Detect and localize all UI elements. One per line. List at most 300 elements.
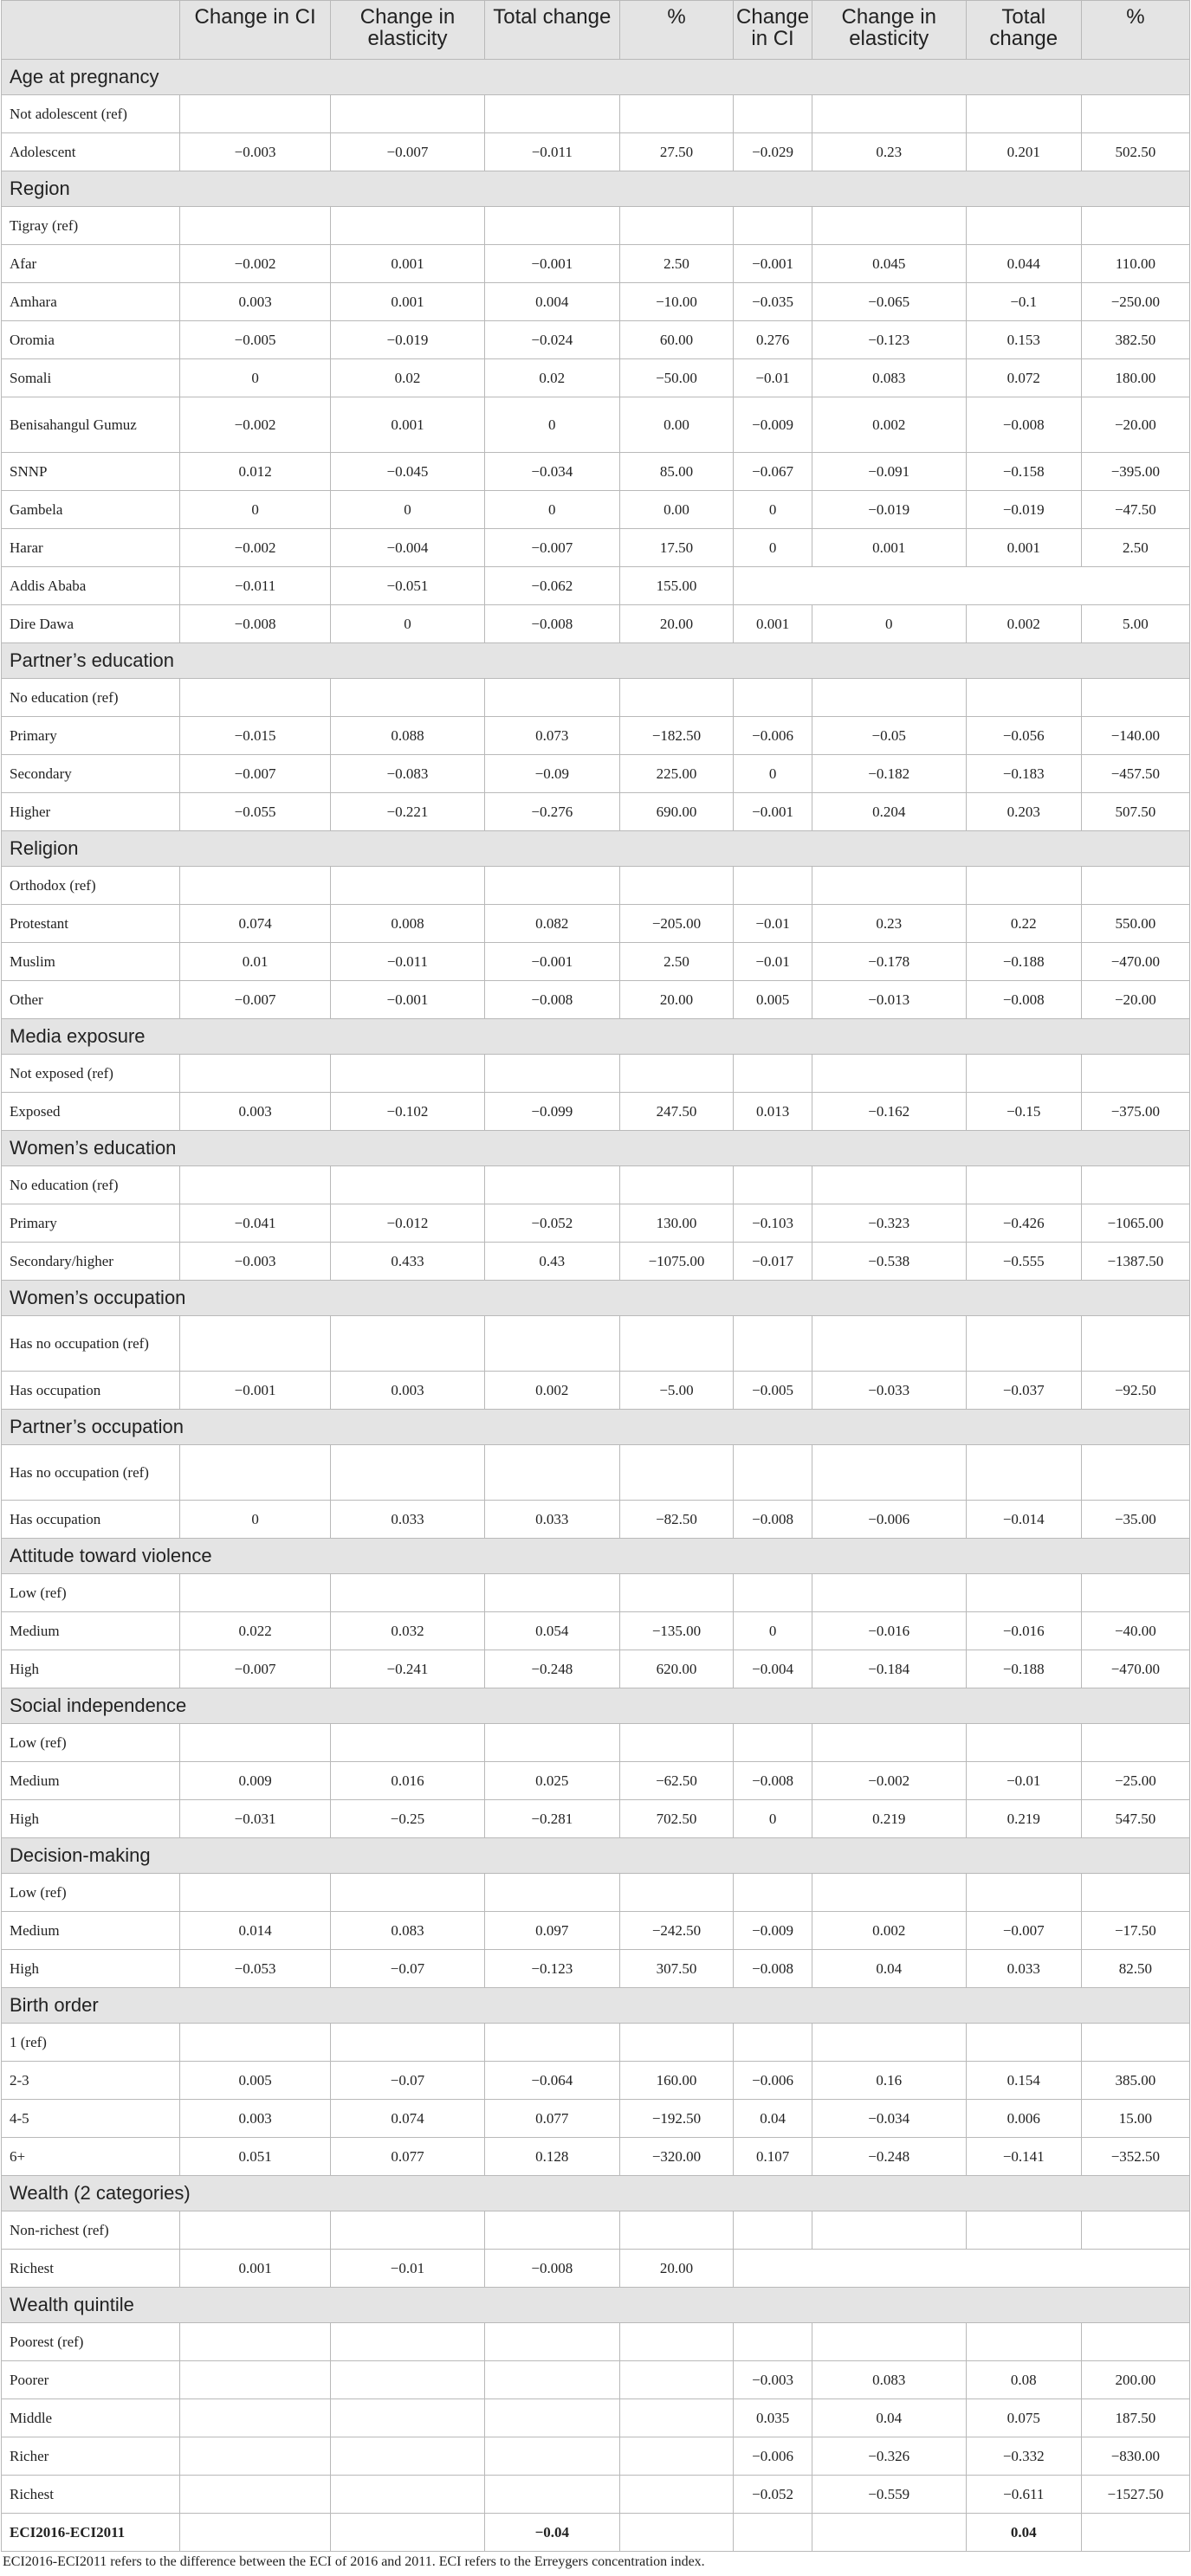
table-cell: −1527.50	[1081, 2476, 1189, 2514]
table-cell	[485, 2361, 620, 2399]
table-cell: −182.50	[619, 717, 734, 755]
table-cell	[619, 679, 734, 717]
table-cell	[966, 1445, 1081, 1501]
table-cell: −0.003	[180, 1243, 331, 1281]
row-label: High	[2, 1800, 180, 1838]
table-row	[2, 2399, 1190, 2437]
table-cell: 0.082	[485, 905, 620, 943]
table-cell: 620.00	[619, 1650, 734, 1688]
table-cell: 0.43	[485, 1243, 620, 1281]
table-cell	[734, 1166, 812, 1204]
table-cell: 0.072	[966, 359, 1081, 397]
section-row	[2, 2288, 1190, 2323]
table-cell: −0.006	[734, 2062, 812, 2100]
table-cell: −0.016	[966, 1612, 1081, 1650]
section-row	[2, 2176, 1190, 2211]
row-label: Adolescent	[2, 133, 180, 171]
table-row	[2, 397, 1190, 453]
row-label: High	[2, 1650, 180, 1688]
table-cell: −0.001	[734, 245, 812, 283]
table-cell: 20.00	[619, 2250, 734, 2288]
table-cell	[180, 1316, 331, 1372]
table-row	[2, 2138, 1190, 2176]
table-cell: 0.128	[485, 2138, 620, 2176]
table-row	[2, 2024, 1190, 2062]
table-row	[2, 2323, 1190, 2361]
table-cell: −0.123	[812, 321, 966, 359]
table-cell	[966, 1574, 1081, 1612]
section-row	[2, 60, 1190, 95]
table-cell	[734, 1316, 812, 1372]
table-cell: −0.01	[966, 1762, 1081, 1800]
table-cell	[485, 1166, 620, 1204]
table-row	[2, 1093, 1190, 1131]
table-cell: −0.538	[812, 1243, 966, 1281]
table-cell: −0.033	[812, 1372, 966, 1410]
table-cell: 507.50	[1081, 793, 1189, 831]
table-cell: −0.004	[330, 529, 484, 567]
table-cell: −0.182	[812, 755, 966, 793]
row-label: Somali	[2, 359, 180, 397]
total-row-label: ECI2016-ECI2011	[2, 2514, 180, 2552]
table-cell: 0.003	[180, 2100, 331, 2138]
table-cell: 0.23	[812, 133, 966, 171]
table-cell	[485, 95, 620, 133]
table-cell: −375.00	[1081, 1093, 1189, 1131]
table-cell: 0.001	[966, 529, 1081, 567]
table-row	[2, 359, 1190, 397]
table-cell: 0.433	[330, 1243, 484, 1281]
row-label: Low (ref)	[2, 1574, 180, 1612]
table-cell: −0.05	[812, 717, 966, 755]
row-label: Addis Ababa	[2, 567, 180, 605]
table-cell	[485, 679, 620, 717]
table-cell	[485, 2211, 620, 2250]
table-cell: −140.00	[1081, 717, 1189, 755]
table-cell	[619, 1055, 734, 1093]
table-cell: 0.203	[966, 793, 1081, 831]
table-cell: −0.007	[180, 1650, 331, 1688]
row-label: Muslim	[2, 943, 180, 981]
table-cell: 0.204	[812, 793, 966, 831]
table-cell: 0.002	[812, 397, 966, 453]
table-cell: −10.00	[619, 283, 734, 321]
table-cell: −0.07	[330, 1950, 484, 1988]
table-cell	[180, 679, 331, 717]
table-row	[2, 2361, 1190, 2399]
table-cell	[485, 2024, 620, 2062]
table-cell: −0.188	[966, 1650, 1081, 1688]
table-cell	[812, 679, 966, 717]
table-row	[2, 529, 1190, 567]
table-cell: −320.00	[619, 2138, 734, 2176]
table-cell: 20.00	[619, 605, 734, 643]
table-row	[2, 679, 1190, 717]
table-cell: −0.09	[485, 755, 620, 793]
row-label: Has occupation	[2, 1501, 180, 1539]
table-cell: 547.50	[1081, 1800, 1189, 1838]
table-cell: 0.073	[485, 717, 620, 755]
table-row	[2, 793, 1190, 831]
table-cell	[330, 1166, 484, 1204]
row-label: Protestant	[2, 905, 180, 943]
section-row	[2, 1131, 1190, 1166]
table-cell: 27.50	[619, 133, 734, 171]
table-cell	[619, 1316, 734, 1372]
table-cell: −0.01	[330, 2250, 484, 2288]
table-cell: −0.102	[330, 1093, 484, 1131]
table-cell: 85.00	[619, 453, 734, 491]
table-cell: −0.008	[966, 397, 1081, 453]
table-cell: 0.051	[180, 2138, 331, 2176]
row-label: Has occupation	[2, 1372, 180, 1410]
table-cell: 0	[734, 1800, 812, 1838]
table-cell	[734, 1445, 812, 1501]
table-row	[2, 943, 1190, 981]
table-cell	[1081, 679, 1189, 717]
table-cell: −0.25	[330, 1800, 484, 1838]
table-cell	[330, 867, 484, 905]
section-row	[2, 1410, 1190, 1445]
table-cell: 0.04	[812, 2399, 966, 2437]
table-row	[2, 1574, 1190, 1612]
merged-empty-cell	[734, 567, 1190, 605]
table-cell: 180.00	[1081, 359, 1189, 397]
table-cell: −0.041	[180, 1204, 331, 1243]
table-cell: 0.276	[734, 321, 812, 359]
table-cell: 5.00	[1081, 605, 1189, 643]
table-row	[2, 1445, 1190, 1501]
table-row	[2, 2211, 1190, 2250]
table-cell: −0.008	[734, 1762, 812, 1800]
table-cell	[734, 1055, 812, 1093]
table-cell	[966, 95, 1081, 133]
table-cell: 17.50	[619, 529, 734, 567]
row-label: Has no occupation (ref)	[2, 1316, 180, 1372]
table-cell: 0.022	[180, 1612, 331, 1650]
row-label: Low (ref)	[2, 1874, 180, 1912]
table-cell: −0.002	[180, 397, 331, 453]
header-row	[2, 1, 1190, 60]
table-cell: −0.011	[330, 943, 484, 981]
table-cell: −135.00	[619, 1612, 734, 1650]
table-cell: 0	[812, 605, 966, 643]
table-cell: 0.005	[180, 2062, 331, 2100]
table-cell: −0.123	[485, 1950, 620, 1988]
table-cell	[330, 1874, 484, 1912]
column-header-2: Change in elasticity	[330, 1, 484, 60]
table-cell: −0.281	[485, 1800, 620, 1838]
table-row	[2, 1650, 1190, 1688]
table-cell	[180, 1574, 331, 1612]
table-cell	[1081, 1166, 1189, 1204]
table-cell: 0.077	[485, 2100, 620, 2138]
column-header-6: Change in elasticity	[812, 1, 966, 60]
table-cell: −0.103	[734, 1204, 812, 1243]
section-row	[2, 1539, 1190, 1574]
table-cell: 0.003	[330, 1372, 484, 1410]
table-cell: 200.00	[1081, 2361, 1189, 2399]
table-cell: 0.23	[812, 905, 966, 943]
table-cell: 0.074	[180, 905, 331, 943]
table-cell: −0.162	[812, 1093, 966, 1131]
table-cell: 0	[734, 529, 812, 567]
table-cell	[330, 2476, 484, 2514]
table-cell: 0.083	[812, 2361, 966, 2399]
table-row	[2, 1501, 1190, 1539]
table-cell: −0.006	[734, 2437, 812, 2476]
table-cell: 0	[485, 397, 620, 453]
table-cell	[180, 1055, 331, 1093]
table-cell: −0.01	[734, 943, 812, 981]
table-cell: −1065.00	[1081, 1204, 1189, 1243]
table-cell: −0.065	[812, 283, 966, 321]
table-cell	[485, 867, 620, 905]
table-cell: 0.054	[485, 1612, 620, 1650]
table-cell: −0.091	[812, 453, 966, 491]
table-cell: −0.034	[812, 2100, 966, 2138]
row-label: Medium	[2, 1912, 180, 1950]
row-label: Other	[2, 981, 180, 1019]
table-cell: −0.062	[485, 567, 620, 605]
table-cell	[485, 1874, 620, 1912]
table-cell	[619, 95, 734, 133]
table-cell: −0.064	[485, 2062, 620, 2100]
table-cell: −20.00	[1081, 397, 1189, 453]
table-cell: 15.00	[1081, 2100, 1189, 2138]
table-cell: 187.50	[1081, 2399, 1189, 2437]
table-cell: −0.007	[966, 1912, 1081, 1950]
table-cell: −0.002	[812, 1762, 966, 1800]
table-cell: −0.008	[485, 605, 620, 643]
table-cell: −0.014	[966, 1501, 1081, 1539]
table-cell	[812, 2323, 966, 2361]
table-cell: −20.00	[1081, 981, 1189, 1019]
row-label: Poorest (ref)	[2, 2323, 180, 2361]
table-cell	[619, 1724, 734, 1762]
table-cell: −242.50	[619, 1912, 734, 1950]
table-cell: −395.00	[1081, 453, 1189, 491]
table-cell: −0.001	[485, 245, 620, 283]
table-cell: −0.017	[734, 1243, 812, 1281]
table-cell: −0.011	[180, 567, 331, 605]
table-cell: 0.033	[485, 1501, 620, 1539]
table-cell: −92.50	[1081, 1372, 1189, 1410]
column-header-1: Change in CI	[180, 1, 331, 60]
table-cell	[812, 1574, 966, 1612]
table-cell: 0.075	[966, 2399, 1081, 2437]
table-cell	[966, 2323, 1081, 2361]
table-cell: −0.001	[180, 1372, 331, 1410]
table-cell	[330, 2361, 484, 2399]
table-cell: 0.153	[966, 321, 1081, 359]
table-cell: −0.276	[485, 793, 620, 831]
table-cell: 0.008	[330, 905, 484, 943]
table-cell	[1081, 207, 1189, 245]
table-row	[2, 1612, 1190, 1650]
table-row	[2, 95, 1190, 133]
table-cell: −0.323	[812, 1204, 966, 1243]
table-cell: −17.50	[1081, 1912, 1189, 1950]
table-cell	[619, 1574, 734, 1612]
table-cell: −0.15	[966, 1093, 1081, 1131]
table-row	[2, 1372, 1190, 1410]
table-cell	[734, 679, 812, 717]
table-cell: 0.107	[734, 2138, 812, 2176]
table-row	[2, 453, 1190, 491]
table-cell	[1081, 2211, 1189, 2250]
table-row	[2, 283, 1190, 321]
table-body	[2, 60, 1190, 2552]
table-cell: −0.559	[812, 2476, 966, 2514]
table-cell	[966, 2211, 1081, 2250]
row-label: No education (ref)	[2, 1166, 180, 1204]
table-cell	[330, 1316, 484, 1372]
table-cell: −457.50	[1081, 755, 1189, 793]
table-cell: −47.50	[1081, 491, 1189, 529]
table-cell: 0.044	[966, 245, 1081, 283]
table-cell: −35.00	[1081, 1501, 1189, 1539]
table-row	[2, 1762, 1190, 1800]
table-cell: 0.00	[619, 397, 734, 453]
table-cell	[966, 207, 1081, 245]
table-cell: 0.08	[966, 2361, 1081, 2399]
total-cell	[619, 2514, 734, 2552]
table-cell	[1081, 867, 1189, 905]
table-cell: −0.1	[966, 283, 1081, 321]
table-cell	[180, 2211, 331, 2250]
column-header-0	[2, 1, 180, 60]
table-cell: −0.002	[180, 245, 331, 283]
table-cell	[812, 2024, 966, 2062]
table-cell: 690.00	[619, 793, 734, 831]
table-cell: 0.001	[180, 2250, 331, 2288]
table-cell	[734, 207, 812, 245]
table-cell	[734, 2024, 812, 2062]
table-cell	[619, 2211, 734, 2250]
table-cell: −0.037	[966, 1372, 1081, 1410]
row-label: Exposed	[2, 1093, 180, 1131]
table-cell: 0.219	[812, 1800, 966, 1838]
table-cell: 2.50	[1081, 529, 1189, 567]
table-cell: 0.001	[330, 245, 484, 283]
section-title: Decision-making	[2, 1838, 1190, 1874]
table-cell: −0.001	[330, 981, 484, 1019]
table-cell: −0.007	[330, 133, 484, 171]
table-row	[2, 605, 1190, 643]
table-cell: 20.00	[619, 981, 734, 1019]
table-cell: −0.004	[734, 1650, 812, 1688]
table-cell: −0.045	[330, 453, 484, 491]
table-cell: 0	[485, 491, 620, 529]
table-cell: −0.008	[485, 981, 620, 1019]
table-cell	[812, 1166, 966, 1204]
table-cell: 0.002	[485, 1372, 620, 1410]
table-cell: 0.083	[812, 359, 966, 397]
table-cell	[619, 2437, 734, 2476]
table-cell	[619, 2024, 734, 2062]
table-row	[2, 133, 1190, 171]
table-cell	[1081, 1316, 1189, 1372]
table-cell: −0.019	[330, 321, 484, 359]
table-row	[2, 2100, 1190, 2138]
row-label: Dire Dawa	[2, 605, 180, 643]
table-cell: 550.00	[1081, 905, 1189, 943]
total-cell	[180, 2514, 331, 2552]
section-title: Wealth (2 categories)	[2, 2176, 1190, 2211]
table-cell: 247.50	[619, 1093, 734, 1131]
table-cell: −0.006	[734, 717, 812, 755]
table-cell: 0.004	[485, 283, 620, 321]
section-title: Region	[2, 171, 1190, 207]
table-cell: −0.034	[485, 453, 620, 491]
column-header-8: %	[1081, 1, 1189, 60]
row-label: Not adolescent (ref)	[2, 95, 180, 133]
table-cell: 307.50	[619, 1950, 734, 1988]
table-cell: −0.248	[812, 2138, 966, 2176]
section-row	[2, 1838, 1190, 1874]
column-header-7: Total change	[966, 1, 1081, 60]
table-row	[2, 2437, 1190, 2476]
table-cell	[330, 2437, 484, 2476]
table-cell: −0.003	[734, 2361, 812, 2399]
table-cell	[330, 2323, 484, 2361]
table-cell	[330, 679, 484, 717]
row-label: SNNP	[2, 453, 180, 491]
table-cell: 0.009	[180, 1762, 331, 1800]
table-cell: −0.008	[734, 1501, 812, 1539]
row-label: Tigray (ref)	[2, 207, 180, 245]
table-cell	[1081, 1724, 1189, 1762]
table-cell	[330, 1445, 484, 1501]
table-cell: −0.024	[485, 321, 620, 359]
total-cell	[812, 2514, 966, 2552]
table-cell: −0.016	[812, 1612, 966, 1650]
row-label: Amhara	[2, 283, 180, 321]
table-cell: 0.013	[734, 1093, 812, 1131]
table-cell: 110.00	[1081, 245, 1189, 283]
table-cell	[812, 1055, 966, 1093]
table-cell: −1075.00	[619, 1243, 734, 1281]
table-cell: 0.083	[330, 1912, 484, 1950]
table-cell	[734, 95, 812, 133]
table-cell: −0.052	[734, 2476, 812, 2514]
table-row	[2, 717, 1190, 755]
section-row	[2, 1281, 1190, 1316]
table-cell	[485, 1724, 620, 1762]
section-title: Social independence	[2, 1688, 1190, 1724]
column-header-5: Change in CI	[734, 1, 812, 60]
table-cell: −0.056	[966, 717, 1081, 755]
column-header-4: %	[619, 1, 734, 60]
table-cell: −0.007	[485, 529, 620, 567]
row-label: Primary	[2, 717, 180, 755]
row-label: Afar	[2, 245, 180, 283]
table-cell: −0.012	[330, 1204, 484, 1243]
table-cell	[966, 1166, 1081, 1204]
table-cell: −830.00	[1081, 2437, 1189, 2476]
row-label: Medium	[2, 1612, 180, 1650]
table-cell	[812, 1724, 966, 1762]
table-cell: 0.025	[485, 1762, 620, 1800]
table-cell: 0.033	[330, 1501, 484, 1539]
section-row	[2, 171, 1190, 207]
table-cell: −0.099	[485, 1093, 620, 1131]
table-cell: 155.00	[619, 567, 734, 605]
table-cell: 0.04	[812, 1950, 966, 1988]
table-cell: 0.045	[812, 245, 966, 283]
table-cell	[734, 1724, 812, 1762]
